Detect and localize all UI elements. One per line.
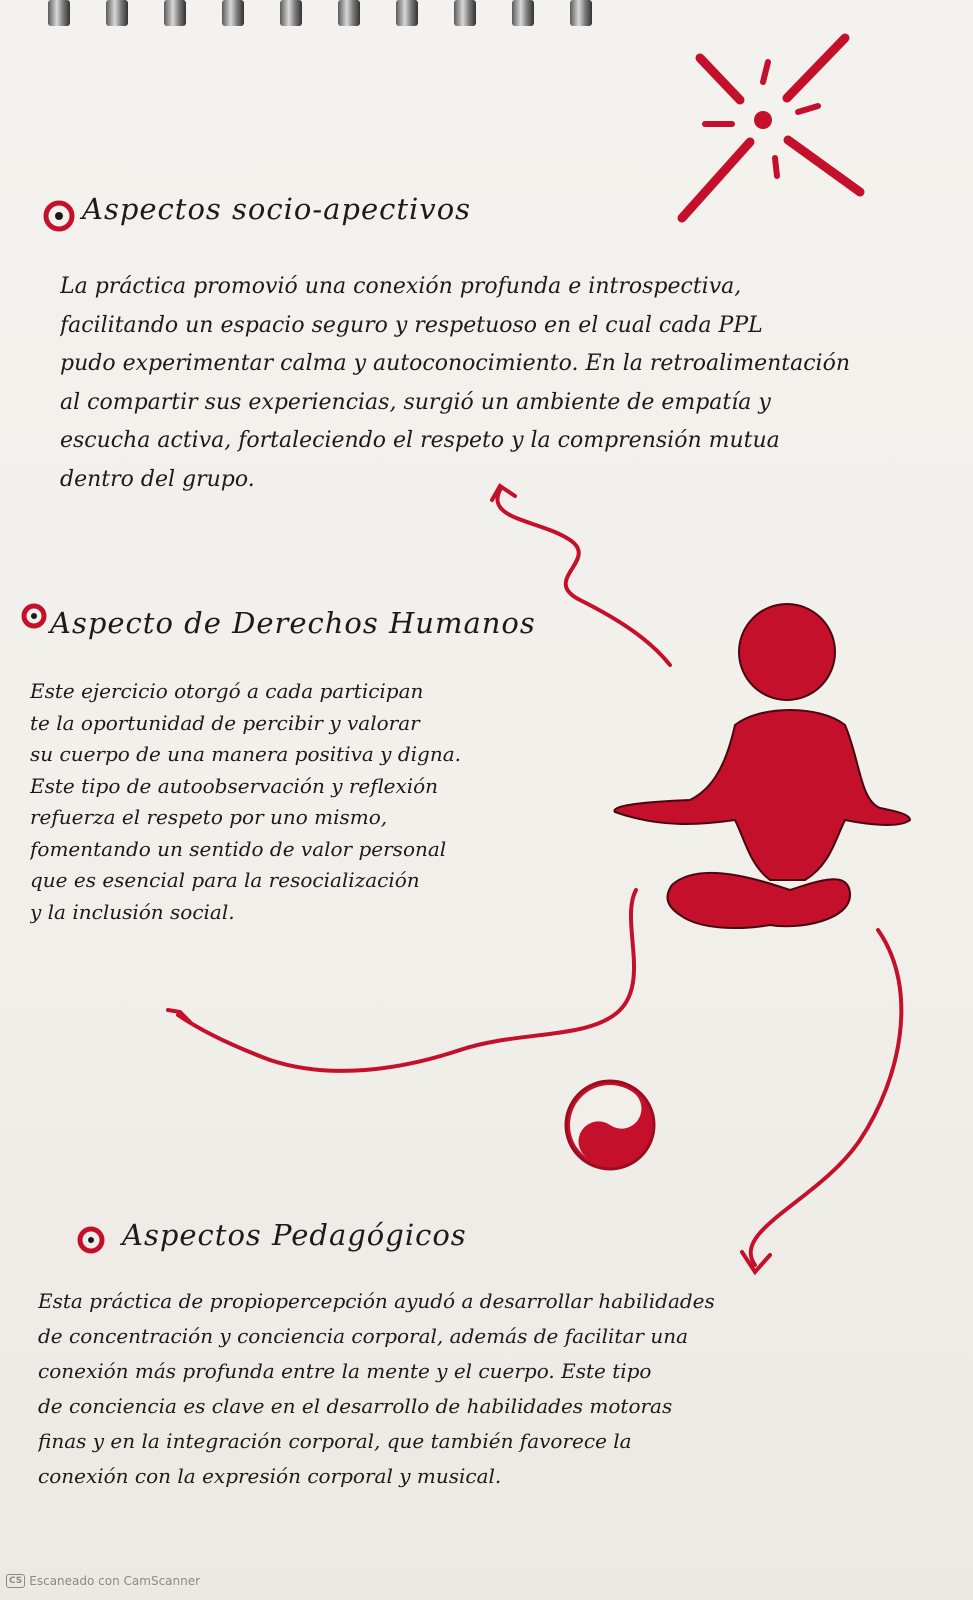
- camscanner-icon: CS: [6, 1574, 25, 1588]
- section-paragraph-derechos-humanos: [30, 676, 590, 928]
- text-line: refuerza el respeto por uno mismo,: [30, 805, 388, 829]
- text-line: facilitando un espacio seguro y respetuoso en el cual cada PPL: [60, 312, 763, 338]
- text-line: de conciencia es clave en el desarrollo de habilidades motoras: [38, 1394, 673, 1418]
- text-line: conexión más profunda entre la mente y el cuerpo. Este tipo: [38, 1359, 652, 1383]
- section-heading-derechos-humanos: Aspecto de Derechos Humanos: [50, 606, 536, 640]
- text-line: te la oportunidad de percibir y valorar: [30, 710, 420, 735]
- text-line: y la inclusión social.: [30, 899, 235, 924]
- text-line: Esta práctica de propiopercepción ayudó a desarrollar habilidades: [38, 1289, 715, 1313]
- scanner-watermark: [6, 1574, 200, 1588]
- section-heading-pedagogicos: Aspectos Pedagógicos: [122, 1218, 467, 1252]
- text-line: escucha activa, fortaleciendo el respeto y la comprensión mutua: [60, 428, 780, 454]
- text-line: conexión con la expresión corporal y musical.: [38, 1464, 502, 1488]
- section-paragraph-pedagogicos: [38, 1284, 938, 1494]
- text-line: pudo experimentar calma y autoconocimiento. En la retroalimentación: [60, 351, 850, 377]
- text-line: que es esencial para la resocialización: [30, 868, 420, 892]
- yin-yang-icon: [554, 1069, 654, 1169]
- text-line: Este ejercicio otorgó a cada participan: [30, 679, 424, 703]
- section-heading-socio-afectivos: Aspectos socio-apectivos: [82, 192, 472, 226]
- text-line: Este tipo de autoobservación y reflexión: [30, 773, 439, 798]
- text-line: La práctica promovió una conexión profunda e introspectiva,: [60, 274, 742, 299]
- curvy-arrow-3: [751, 930, 902, 1265]
- section-paragraph-socio-afectivos: [60, 268, 960, 500]
- text-line: su cuerpo de una manera positiva y digna.: [30, 742, 462, 766]
- watermark-text: Escaneado con CamScanner: [29, 1574, 201, 1588]
- text-line: finas y en la integración corporal, que también favorece la: [38, 1429, 632, 1453]
- text-line: dentro del grupo.: [60, 466, 255, 492]
- text-line: fomentando un sentido de valor personal: [30, 836, 447, 861]
- text-line: de concentración y conciencia corporal, además de facilitar una: [38, 1324, 688, 1348]
- text-line: al compartir sus experiencias, surgió un ambiente de empatía y: [60, 389, 771, 415]
- sun-icon: [682, 38, 860, 218]
